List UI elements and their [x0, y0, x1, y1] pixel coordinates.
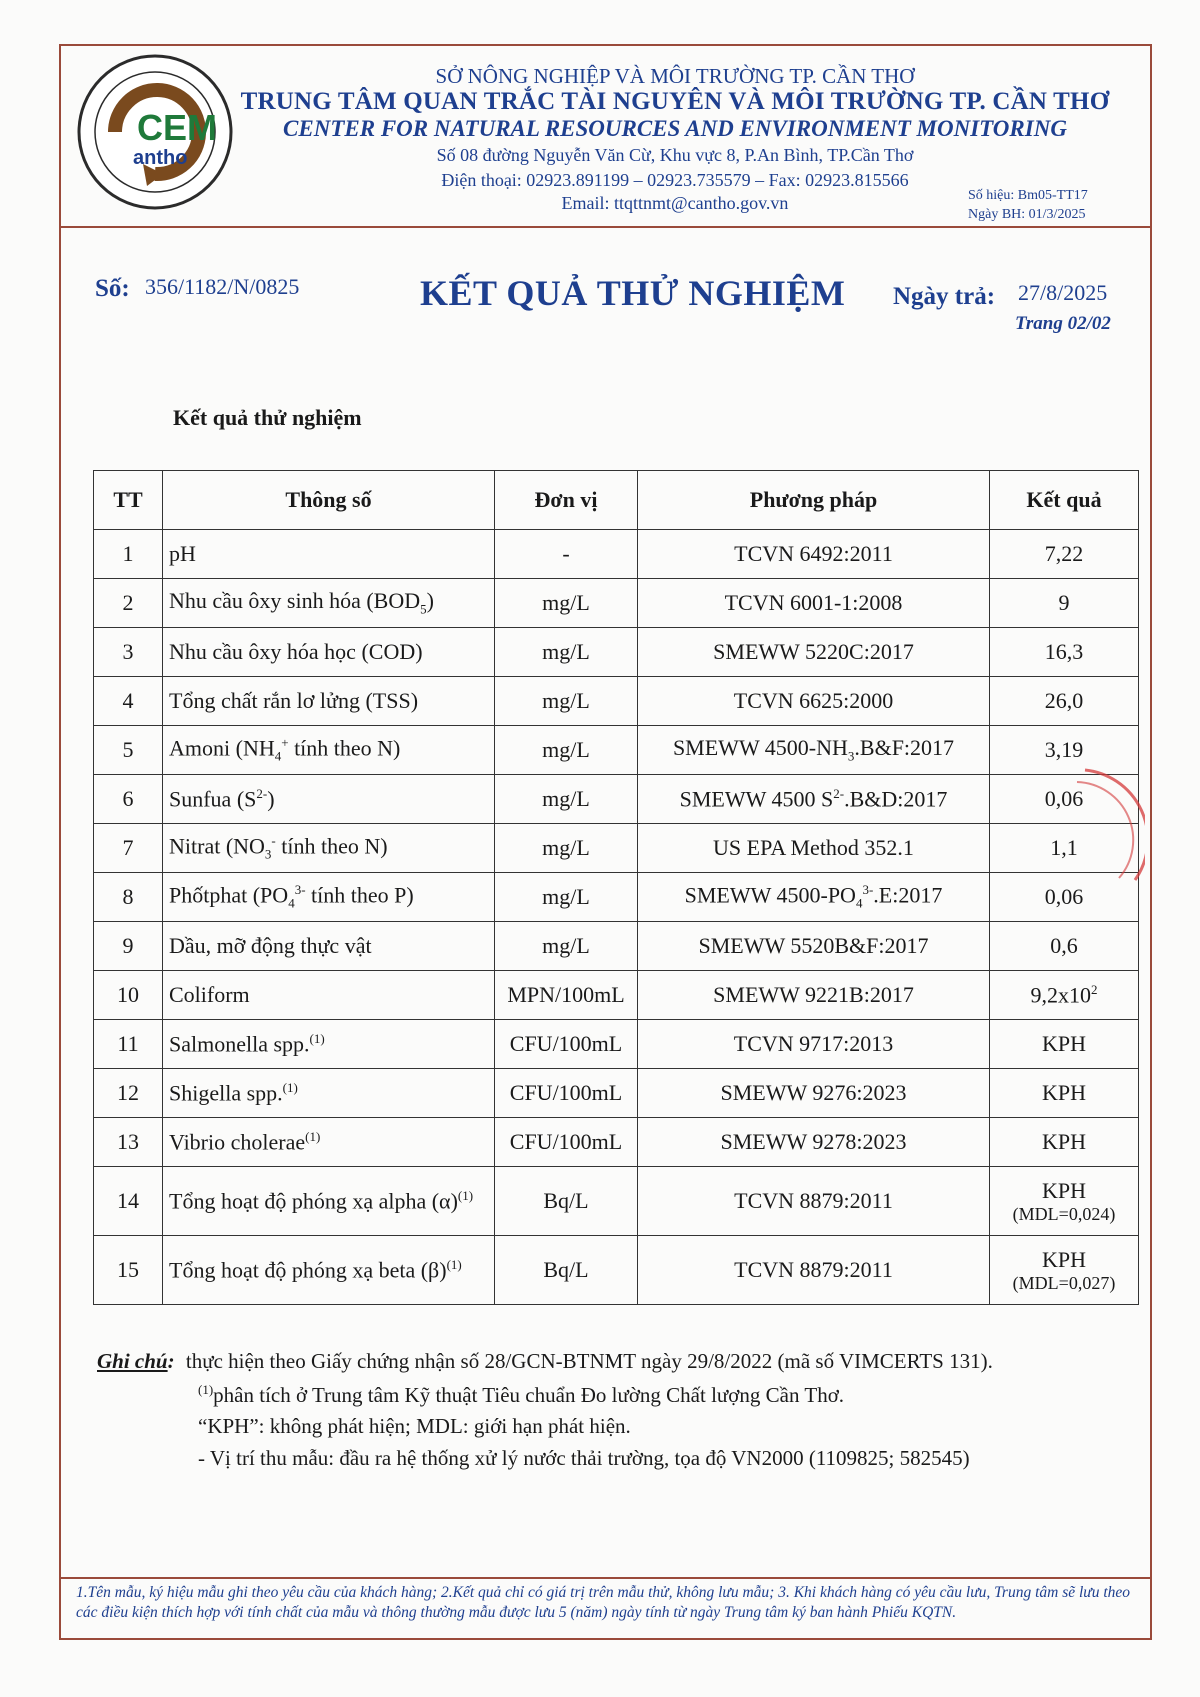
cell-unit [495, 579, 638, 628]
cell-unit [495, 726, 638, 775]
cell-unit [495, 775, 638, 824]
form-code: Số hiệu: Bm05-TT17 [968, 188, 1088, 203]
col-header-tt: TT [94, 471, 163, 530]
cell-tt [94, 677, 163, 726]
cell-param [163, 677, 495, 726]
cell-method [638, 579, 990, 628]
table-row [94, 1118, 1139, 1167]
cell-unit [495, 628, 638, 677]
result-mdl-note: (MDL=0,024) [1012, 1203, 1116, 1224]
param-superscript: 3- [294, 882, 306, 898]
cell-result [990, 1236, 1139, 1305]
table-row [94, 824, 1139, 873]
results-table [93, 470, 1139, 1305]
unit-value: CFU/100mL [509, 1031, 623, 1056]
cell-method [638, 971, 990, 1020]
result-value: 0,06 [1044, 786, 1084, 811]
param-text-after: tính theo N) [288, 735, 401, 761]
param-superscript: - [271, 833, 276, 849]
cell-method [638, 628, 990, 677]
cell-param [163, 1167, 495, 1236]
method-text: TCVN 6625:2000 [733, 688, 894, 713]
tt-value: 4 [122, 688, 134, 713]
cell-result [990, 628, 1139, 677]
cell-method [638, 726, 990, 775]
method-text: SMEWW 9221B:2017 [713, 982, 914, 1007]
cell-param [163, 530, 495, 579]
method-text-after: .B&F:2017 [854, 735, 955, 761]
cell-result [990, 971, 1139, 1020]
result-value: KPH [1041, 1246, 1086, 1272]
param-text: Salmonella spp. [169, 1031, 310, 1057]
unit-value: mg/L [542, 933, 590, 958]
method-text-after: .E:2017 [873, 882, 943, 908]
return-date-label: Ngày trả: [893, 283, 996, 310]
method-text: TCVN 6001-1:2008 [724, 590, 903, 615]
method-text: TCVN 8879:2011 [734, 1257, 893, 1282]
method-superscript: 2- [833, 785, 845, 801]
doc-title: KẾT QUẢ THỬ NGHIỆM [420, 273, 846, 313]
cell-tt [94, 628, 163, 677]
col-header-method: Phương pháp [638, 471, 990, 530]
issue-date: Ngày BH: 01/3/2025 [968, 207, 1086, 222]
cell-param [163, 1118, 495, 1167]
result-value: KPH [1041, 1129, 1086, 1154]
param-superscript: + [281, 735, 289, 751]
unit-value: mg/L [542, 835, 590, 860]
unit-value: mg/L [542, 639, 590, 664]
unit-value: mg/L [542, 884, 590, 909]
method-superscript: 3- [862, 882, 874, 898]
cem-logo [75, 52, 235, 212]
cell-tt [94, 1118, 163, 1167]
cell-method [638, 1118, 990, 1167]
page-number: Trang 02/02 [1015, 313, 1111, 334]
center-name-en: CENTER FOR NATURAL RESOURCES AND ENVIRONMENT MONITORING [283, 116, 1067, 141]
param-superscript: (1) [309, 1030, 325, 1046]
cell-tt [94, 1236, 163, 1305]
tt-value: 7 [122, 835, 134, 860]
cell-tt [94, 1167, 163, 1236]
cell-result [990, 1069, 1139, 1118]
result-value: KPH [1041, 1031, 1086, 1056]
table-row [94, 530, 1139, 579]
unit-value: mg/L [542, 786, 590, 811]
tt-value: 12 [117, 1080, 139, 1105]
return-date: 27/8/2025 [1018, 280, 1108, 305]
cell-unit [495, 1118, 638, 1167]
col-header-unit: Đơn vị [495, 471, 638, 530]
result-value: KPH [1041, 1177, 1086, 1203]
footer-disclaimer: 1.Tên mẫu, ký hiệu mẫu ghi theo yêu cầu của khách hàng; 2.Kết quả chỉ có giá trị trên mẫu thử, không lưu mẫu; 3. Khi khách hàng có yêu cầu lưu, Trung tâm sẽ lưu theo các điều kiện thích hợp với tính chất của mẫu và thông thường mẫu được lưu 5 (năm) ngày tính từ ngày Trung tâm ký ban hành Phiếu KQTN. [76, 1584, 1131, 1621]
cell-method [638, 1020, 990, 1069]
footer-divider [59, 1577, 1152, 1579]
section-title: Kết quả thử nghiệm [173, 405, 362, 430]
unit-value: mg/L [542, 590, 590, 615]
result-value: 3,19 [1044, 737, 1084, 762]
tt-value: 2 [122, 590, 134, 615]
cell-method [638, 1069, 990, 1118]
cell-unit [495, 530, 638, 579]
param-subscript: 5 [420, 601, 427, 617]
header-divider [59, 226, 1152, 228]
cell-unit [495, 922, 638, 971]
result-value: 7,22 [1044, 541, 1084, 566]
cell-result [990, 1167, 1139, 1236]
param-superscript: 2- [256, 785, 268, 801]
method-text: SMEWW 5520B&F:2017 [698, 933, 929, 958]
table-row [94, 775, 1139, 824]
table-row [94, 1236, 1139, 1305]
result-value: 1,1 [1050, 835, 1078, 860]
tt-value: 15 [117, 1257, 139, 1282]
cell-tt [94, 1069, 163, 1118]
cell-unit [495, 971, 638, 1020]
param-text-after: tính theo P) [305, 882, 414, 908]
method-text: SMEWW 9278:2023 [720, 1129, 907, 1154]
result-value: KPH [1041, 1080, 1086, 1105]
cell-method [638, 1167, 990, 1236]
cell-method [638, 775, 990, 824]
param-text: Sunfua (S [169, 786, 257, 812]
tt-value: 5 [122, 737, 134, 762]
cell-tt [94, 530, 163, 579]
method-text: SMEWW 4500 S [679, 786, 834, 812]
table-row [94, 677, 1139, 726]
method-text: TCVN 9717:2013 [733, 1031, 894, 1056]
tt-value: 13 [117, 1129, 139, 1154]
notes-block [97, 1345, 993, 1377]
method-text: SMEWW 5220C:2017 [713, 639, 914, 664]
cell-tt [94, 1020, 163, 1069]
table-row [94, 873, 1139, 922]
param-text: Tổng hoạt độ phóng xạ beta (β) [169, 1257, 447, 1283]
cell-method [638, 873, 990, 922]
param-text-after: tính theo N) [275, 833, 388, 859]
param-text: Tổng hoạt độ phóng xạ alpha (α) [169, 1188, 458, 1214]
tt-value: 1 [122, 541, 134, 566]
cell-param [163, 726, 495, 775]
unit-value: - [562, 541, 570, 566]
cell-unit [495, 1236, 638, 1305]
table-row [94, 579, 1139, 628]
method-subscript: 4 [855, 895, 863, 911]
cell-method [638, 1236, 990, 1305]
note-line-2-wrap [198, 1382, 844, 1408]
param-text: pH [169, 541, 196, 566]
cell-param [163, 1020, 495, 1069]
param-subscript: 4 [274, 748, 282, 764]
form-code-block [968, 186, 1088, 224]
cell-param [163, 971, 495, 1020]
param-superscript: (1) [457, 1187, 474, 1203]
param-superscript: (1) [282, 1079, 298, 1095]
result-value: 26,0 [1044, 688, 1084, 713]
note-line-2-sup: (1) [198, 1382, 214, 1397]
cell-tt [94, 579, 163, 628]
result-value: 9,2x10 [1030, 982, 1091, 1008]
unit-value: Bq/L [543, 1188, 589, 1213]
cell-param [163, 1069, 495, 1118]
cell-param [163, 775, 495, 824]
unit-value: Bq/L [543, 1257, 589, 1282]
param-text: Vibrio cholerae [169, 1129, 306, 1155]
tt-value: 9 [122, 933, 134, 958]
result-mdl-note: (MDL=0,027) [1012, 1272, 1116, 1293]
cell-result [990, 579, 1139, 628]
cell-param [163, 873, 495, 922]
table-row [94, 971, 1139, 1020]
param-text: Phốtphat (PO [169, 882, 289, 908]
param-subscript: 3 [264, 846, 272, 862]
table-header-row [94, 471, 1139, 530]
param-text-after: ) [426, 588, 434, 614]
tt-value: 14 [117, 1188, 139, 1213]
phone-fax: Điện thoại: 02923.891199 – 02923.735579 – Fax: 02923.815566 [441, 170, 909, 190]
cell-unit [495, 873, 638, 922]
logo-text: CEM [137, 107, 217, 148]
cell-result [990, 677, 1139, 726]
cell-unit [495, 824, 638, 873]
param-text: Tổng chất rắn lơ lửng (TSS) [169, 688, 419, 713]
table-row [94, 1020, 1139, 1069]
cell-method [638, 677, 990, 726]
note-line-1: thực hiện theo Giấy chứng nhận số 28/GCN-BTNMT ngày 29/8/2022 (mã số VIMCERTS 131). [185, 1349, 993, 1373]
email: Email: ttqttnmt@cantho.gov.vn [561, 193, 789, 213]
cell-method [638, 824, 990, 873]
cell-tt [94, 971, 163, 1020]
red-stamp [1075, 760, 1145, 890]
param-text: Nhu cầu ôxy hóa học (COD) [169, 639, 423, 664]
doc-number: 356/1182/N/0825 [145, 274, 300, 299]
param-text: Coliform [169, 982, 250, 1007]
tt-value: 10 [117, 982, 139, 1007]
result-value: 9 [1058, 590, 1070, 615]
unit-value: mg/L [542, 688, 590, 713]
note-line-3: “KPH”: không phát hiện; MDL: giới hạn phát hiện. [198, 1414, 631, 1438]
unit-value: CFU/100mL [509, 1080, 623, 1105]
param-text: Nhu cầu ôxy sinh hóa (BOD [169, 588, 421, 614]
table-row [94, 628, 1139, 677]
col-header-result: Kết quả [990, 471, 1139, 530]
cell-tt [94, 775, 163, 824]
method-subscript: 3 [847, 748, 855, 764]
tt-value: 11 [117, 1031, 139, 1056]
cell-param [163, 628, 495, 677]
unit-value: CFU/100mL [509, 1129, 623, 1154]
result-value: 0,06 [1044, 884, 1084, 909]
cell-tt [94, 922, 163, 971]
cell-result [990, 530, 1139, 579]
table-row [94, 726, 1139, 775]
address: Số 08 đường Nguyễn Văn Cừ, Khu vực 8, P.An Bình, TP.Cần Thơ [436, 145, 914, 165]
cell-result [990, 1020, 1139, 1069]
method-text: TCVN 6492:2011 [734, 541, 893, 566]
doc-number-label: Số: [95, 275, 130, 302]
tt-value: 6 [122, 786, 134, 811]
note-line-4: - Vị trí thu mẫu: đầu ra hệ thống xử lý nước thải trường, tọa độ VN2000 (1109825; 582545) [198, 1446, 970, 1470]
logo-subtext: antho [133, 147, 188, 169]
cell-result [990, 1118, 1139, 1167]
param-text-after: ) [267, 786, 275, 812]
center-name-vn: TRUNG TÂM QUAN TRẮC TÀI NGUYÊN VÀ MÔI TRƯỜNG TP. CẦN THƠ [240, 88, 1110, 115]
cell-method [638, 530, 990, 579]
cell-unit [495, 1167, 638, 1236]
cell-result [990, 922, 1139, 971]
cell-param [163, 824, 495, 873]
tt-value: 3 [122, 639, 134, 664]
method-text: TCVN 8879:2011 [734, 1188, 893, 1213]
col-header-param: Thông số [163, 471, 495, 530]
cell-method [638, 922, 990, 971]
cell-param [163, 1236, 495, 1305]
agency-name: SỞ NÔNG NGHIỆP VÀ MÔI TRƯỜNG TP. CẦN THƠ [435, 64, 915, 88]
cell-tt [94, 824, 163, 873]
method-text: SMEWW 9276:2023 [720, 1080, 907, 1105]
table-row [94, 1167, 1139, 1236]
param-subscript: 4 [288, 895, 295, 911]
result-value: 16,3 [1044, 639, 1084, 664]
cell-param [163, 922, 495, 971]
cell-tt [94, 726, 163, 775]
method-text: SMEWW 4500-PO [684, 882, 856, 908]
tt-value: 8 [122, 884, 134, 909]
table-row [94, 1069, 1139, 1118]
table-row [94, 922, 1139, 971]
result-value: 0,6 [1050, 933, 1078, 958]
notes-colon: : [167, 1349, 175, 1373]
cell-unit [495, 677, 638, 726]
cell-unit [495, 1069, 638, 1118]
param-text: Shigella spp. [169, 1080, 283, 1106]
param-superscript: (1) [305, 1128, 321, 1144]
method-text: US EPA Method 352.1 [713, 835, 914, 860]
unit-value: MPN/100mL [507, 982, 625, 1007]
param-text: Dầu, mỡ động thực vật [169, 933, 372, 958]
cell-param [163, 579, 495, 628]
cell-tt [94, 873, 163, 922]
note-line-2: phân tích ở Trung tâm Kỹ thuật Tiêu chuẩn Đo lường Chất lượng Cần Thơ. [213, 1383, 845, 1407]
method-text-after: .B&D:2017 [844, 786, 948, 812]
notes-label: Ghi chú [97, 1349, 168, 1373]
result-superscript: 2 [1091, 981, 1098, 997]
unit-value: mg/L [542, 737, 590, 762]
param-text: Nitrat (NO [169, 833, 265, 859]
param-text: Amoni (NH [169, 735, 275, 761]
param-superscript: (1) [446, 1256, 462, 1272]
method-text: SMEWW 4500-NH [672, 735, 848, 761]
cell-unit [495, 1020, 638, 1069]
